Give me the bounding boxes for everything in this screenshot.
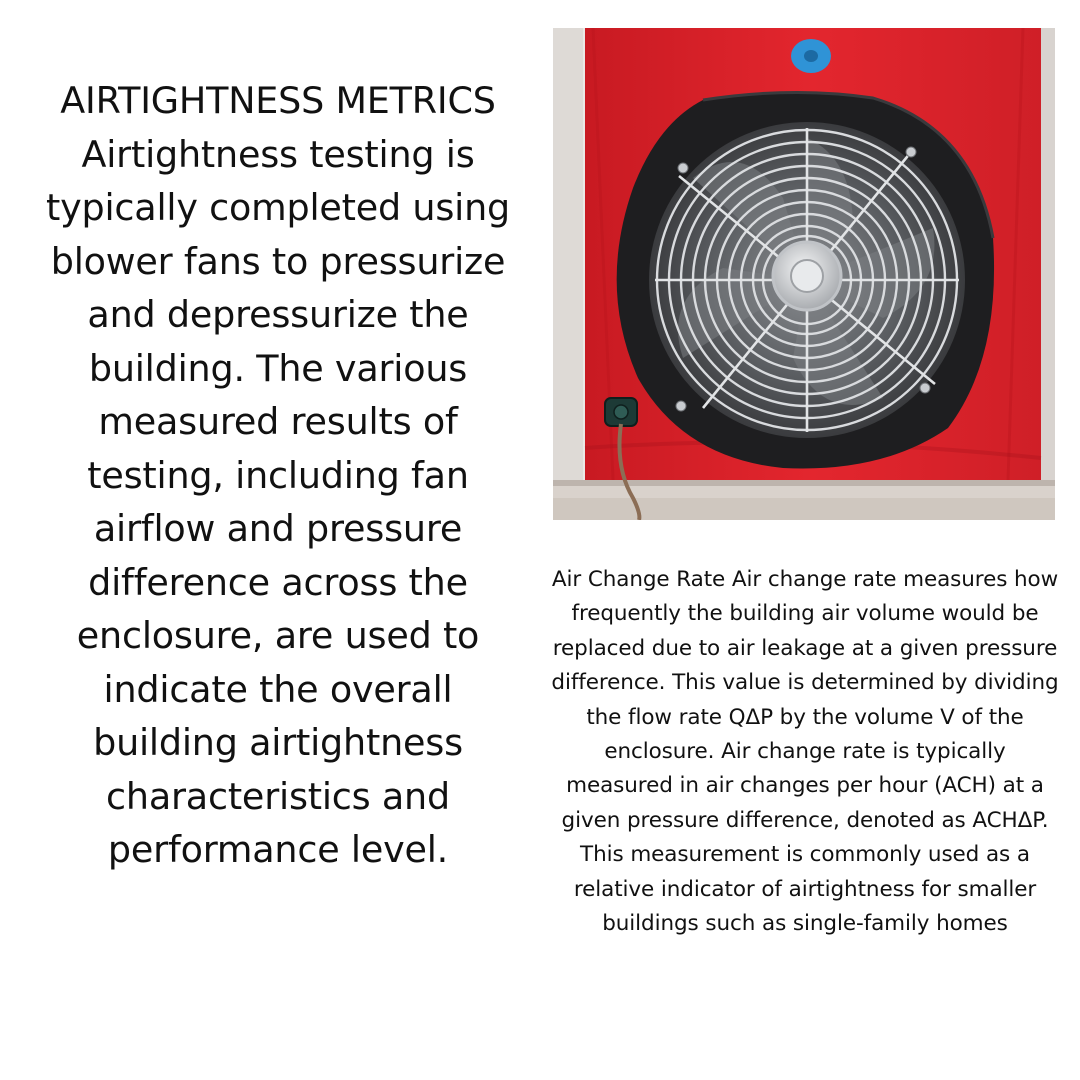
intro-text: AIRTIGHTNESS METRICS Airtightness testing is typically completed using blower fans to pressurize and depressurize the building. The various measured results of testing, including fan airflow and pressure difference across the enclosure, are used to indicate the overall building airtightness characteristics and performance level. [46,79,510,871]
blower-door-photo [553,28,1055,520]
detail-text: Air Change Rate Air change rate measures how frequently the building air volume would be replaced due to air leakage at a given pressure difference. This value is determined by dividing the flow rate QΔP by the volume V of the enclosure. Air change rate is typically measured in air changes per hour (ACH) at a given pressure difference, denoted as ACHΔP. This measurement is commonly used as a relative indicator of airtightness for smaller buildings such as single-family homes [551,567,1059,937]
